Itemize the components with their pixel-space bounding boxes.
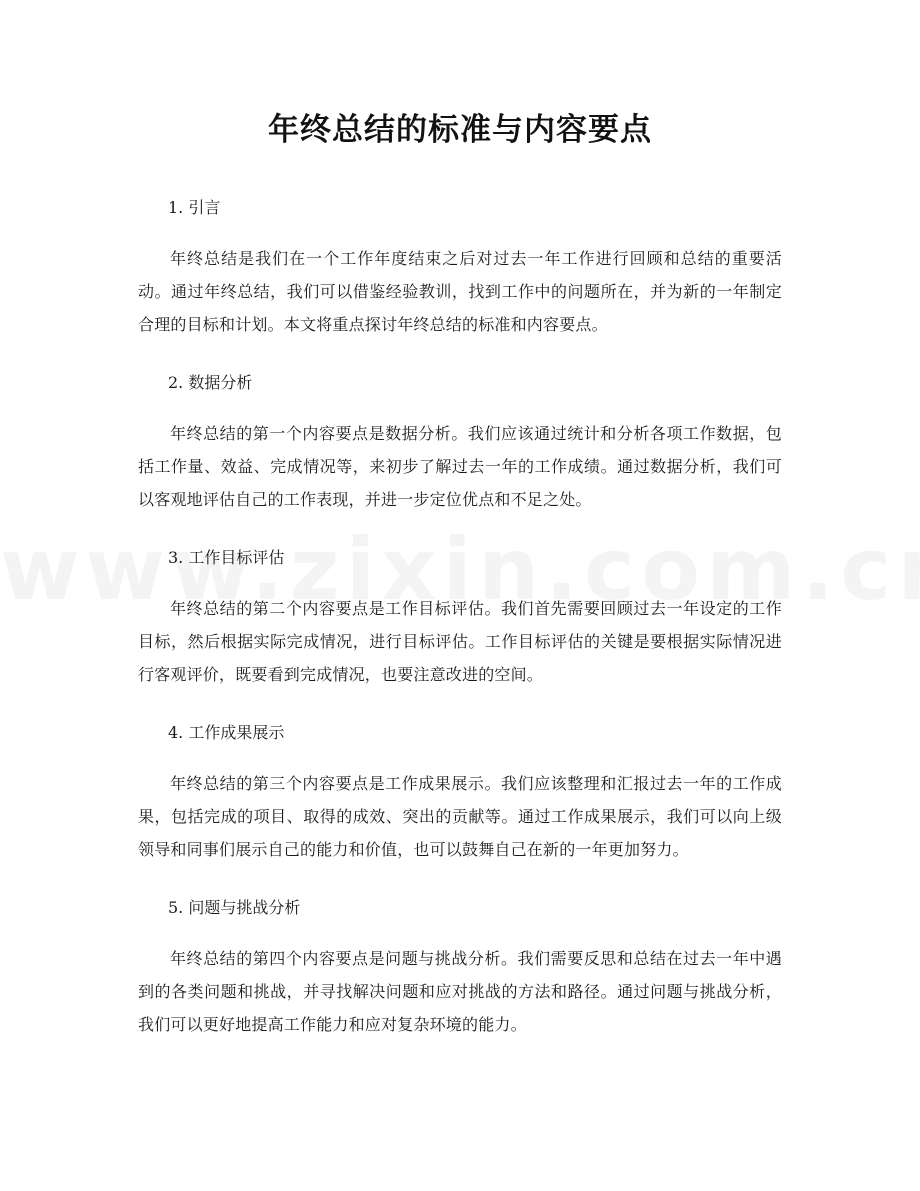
- section-heading: 3. 工作目标评估: [168, 548, 285, 567]
- section-problems-challenges: [138, 894, 782, 1041]
- section-results-showcase: [138, 719, 782, 866]
- section-heading: 1. 引言: [168, 198, 221, 217]
- section-goal-evaluation: [138, 544, 782, 691]
- section-heading: 5. 问题与挑战分析: [168, 898, 301, 917]
- section-heading: 4. 工作成果展示: [168, 723, 285, 742]
- section-heading: 2. 数据分析: [168, 373, 253, 392]
- section-paragraph: 年终总结的第一个内容要点是数据分析。我们应该通过统计和分析各项工作数据，包括工作量、效益、完成情况等，来初步了解过去一年的工作成绩。通过数据分析，我们可以客观地评估自己的工作表现，并进一步定位优点和不足之处。: [138, 424, 782, 509]
- section-paragraph: 年终总结是我们在一个工作年度结束之后对过去一年工作进行回顾和总结的重要活动。通过年终总结，我们可以借鉴经验教训，找到工作中的问题所在，并为新的一年制定合理的目标和计划。本文将重点探讨年终总结的标准和内容要点。: [138, 249, 782, 334]
- document-title: 年终总结的标准与内容要点: [268, 112, 652, 148]
- section-paragraph: 年终总结的第三个内容要点是工作成果展示。我们应该整理和汇报过去一年的工作成果，包括完成的项目、取得的成效、突出的贡献等。通过工作成果展示，我们可以向上级领导和同事们展示自己的能力和价值，也可以鼓舞自己在新的一年更加努力。: [138, 774, 782, 859]
- section-paragraph: 年终总结的第二个内容要点是工作目标评估。我们首先需要回顾过去一年设定的工作目标，然后根据实际完成情况，进行目标评估。工作目标评估的关键是要根据实际情况进行客观评价，既要看到完成情况，也要注意改进的空间。: [138, 599, 782, 684]
- section-paragraph: 年终总结的第四个内容要点是问题与挑战分析。我们需要反思和总结在过去一年中遇到的各类问题和挑战，并寻找解决问题和应对挑战的方法和路径。通过问题与挑战分析，我们可以更好地提高工作能力和应对复杂环境的能力。: [138, 949, 782, 1034]
- section-data-analysis: [138, 369, 782, 516]
- section-introduction: [138, 194, 782, 341]
